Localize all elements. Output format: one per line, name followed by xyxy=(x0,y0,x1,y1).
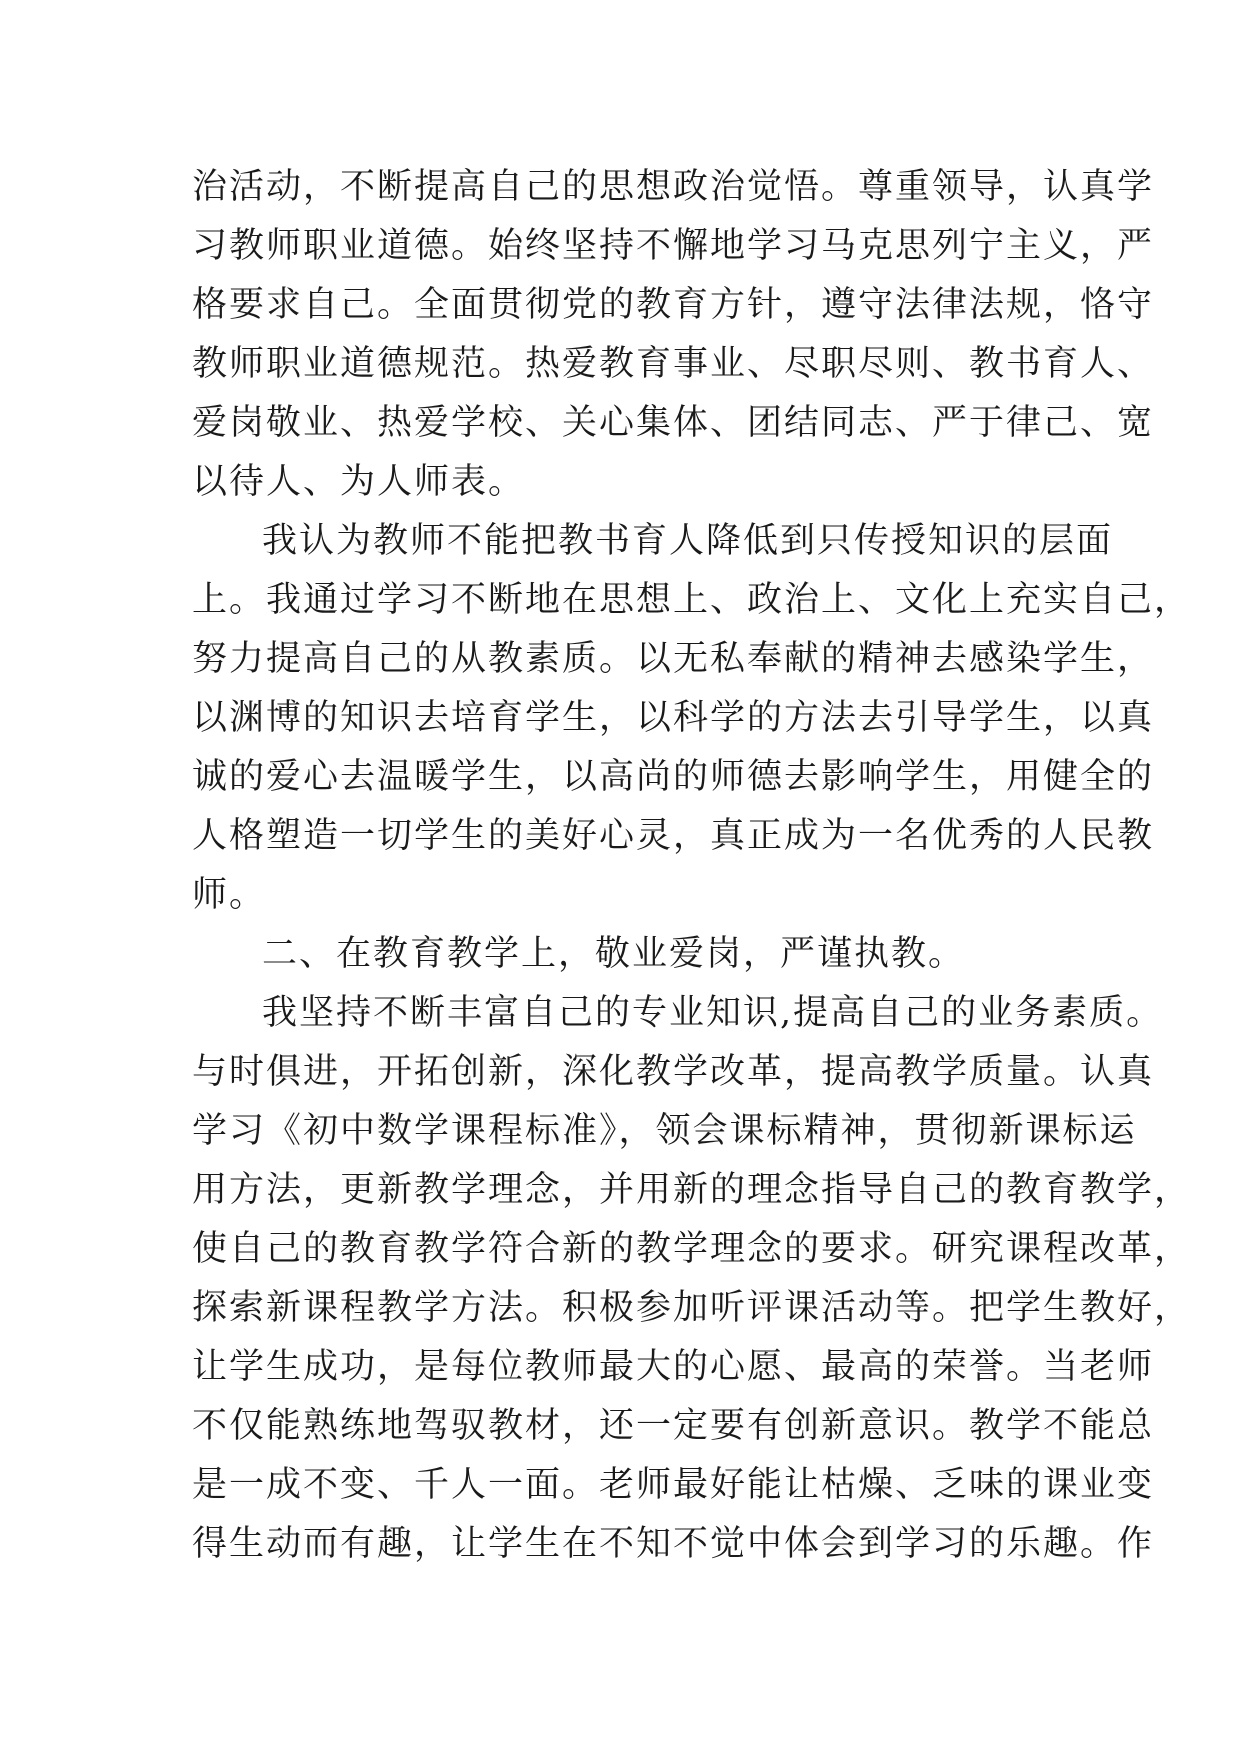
body-text xyxy=(192,158,1192,1574)
text-line: 用方法，更新教学理念，并用新的理念指导自己的教育教学， xyxy=(192,1170,1192,1210)
text-line: 教师职业道德规范。热爱教育事业、尽职尽则、教书育人、 xyxy=(192,344,1155,384)
text-line: 以渊博的知识去培育学生，以科学的方法去引导学生，以真 xyxy=(192,698,1155,738)
text-line: 努力提高自己的从教素质。以无私奉献的精神去感染学生， xyxy=(192,639,1155,679)
text-line: 让学生成功，是每位教师最大的心愿、最高的荣誉。当老师 xyxy=(192,1347,1155,1387)
text-line: 爱岗敬业、热爱学校、关心集体、团结同志、严于律己、宽 xyxy=(192,403,1155,443)
text-line: 学习《初中数学课程标准》，领会课标精神，贯彻新课标运 xyxy=(192,1111,1137,1151)
text-line: 得生动而有趣，让学生在不知不觉中体会到学习的乐趣。作 xyxy=(192,1524,1155,1564)
text-line: 治活动，不断提高自己的思想政治觉悟。尊重领导，认真学 xyxy=(192,167,1155,207)
text-line: 不仅能熟练地驾驭教材，还一定要有创新意识。教学不能总 xyxy=(192,1406,1155,1446)
text-line: 习教师职业道德。始终坚持不懈地学习马克思列宁主义，严 xyxy=(192,226,1155,266)
text-line: 是一成不变、千人一面。老师最好能让枯燥、乏味的课业变 xyxy=(192,1465,1155,1505)
text-line: 我坚持不断丰富自己的专业知识,提高自己的业务素质。 xyxy=(262,993,1164,1033)
section-heading: 二、在教育教学上，敬业爱岗，严谨执教。 xyxy=(262,934,966,974)
text-line: 人格塑造一切学生的美好心灵，真正成为一名优秀的人民教 xyxy=(192,816,1155,856)
text-line: 诚的爱心去温暖学生，以高尚的师德去影响学生，用健全的 xyxy=(192,757,1155,797)
text-line: 格要求自己。全面贯彻党的教育方针，遵守法律法规，恪守 xyxy=(192,285,1155,325)
text-line: 探索新课程教学方法。积极参加听评课活动等。把学生教好， xyxy=(192,1288,1192,1328)
text-line: 师。 xyxy=(192,875,267,915)
text-line: 使自己的教育教学符合新的教学理念的要求。研究课程改革， xyxy=(192,1229,1192,1269)
text-line: 与时俱进，开拓创新，深化教学改革，提高教学质量。认真 xyxy=(192,1052,1155,1092)
text-line: 我认为教师不能把教书育人降低到只传授知识的层面 xyxy=(262,521,1114,561)
text-line: 上。我通过学习不断地在思想上、政治上、文化上充实自己， xyxy=(192,580,1192,620)
text-line: 以待人、为人师表。 xyxy=(192,462,526,502)
